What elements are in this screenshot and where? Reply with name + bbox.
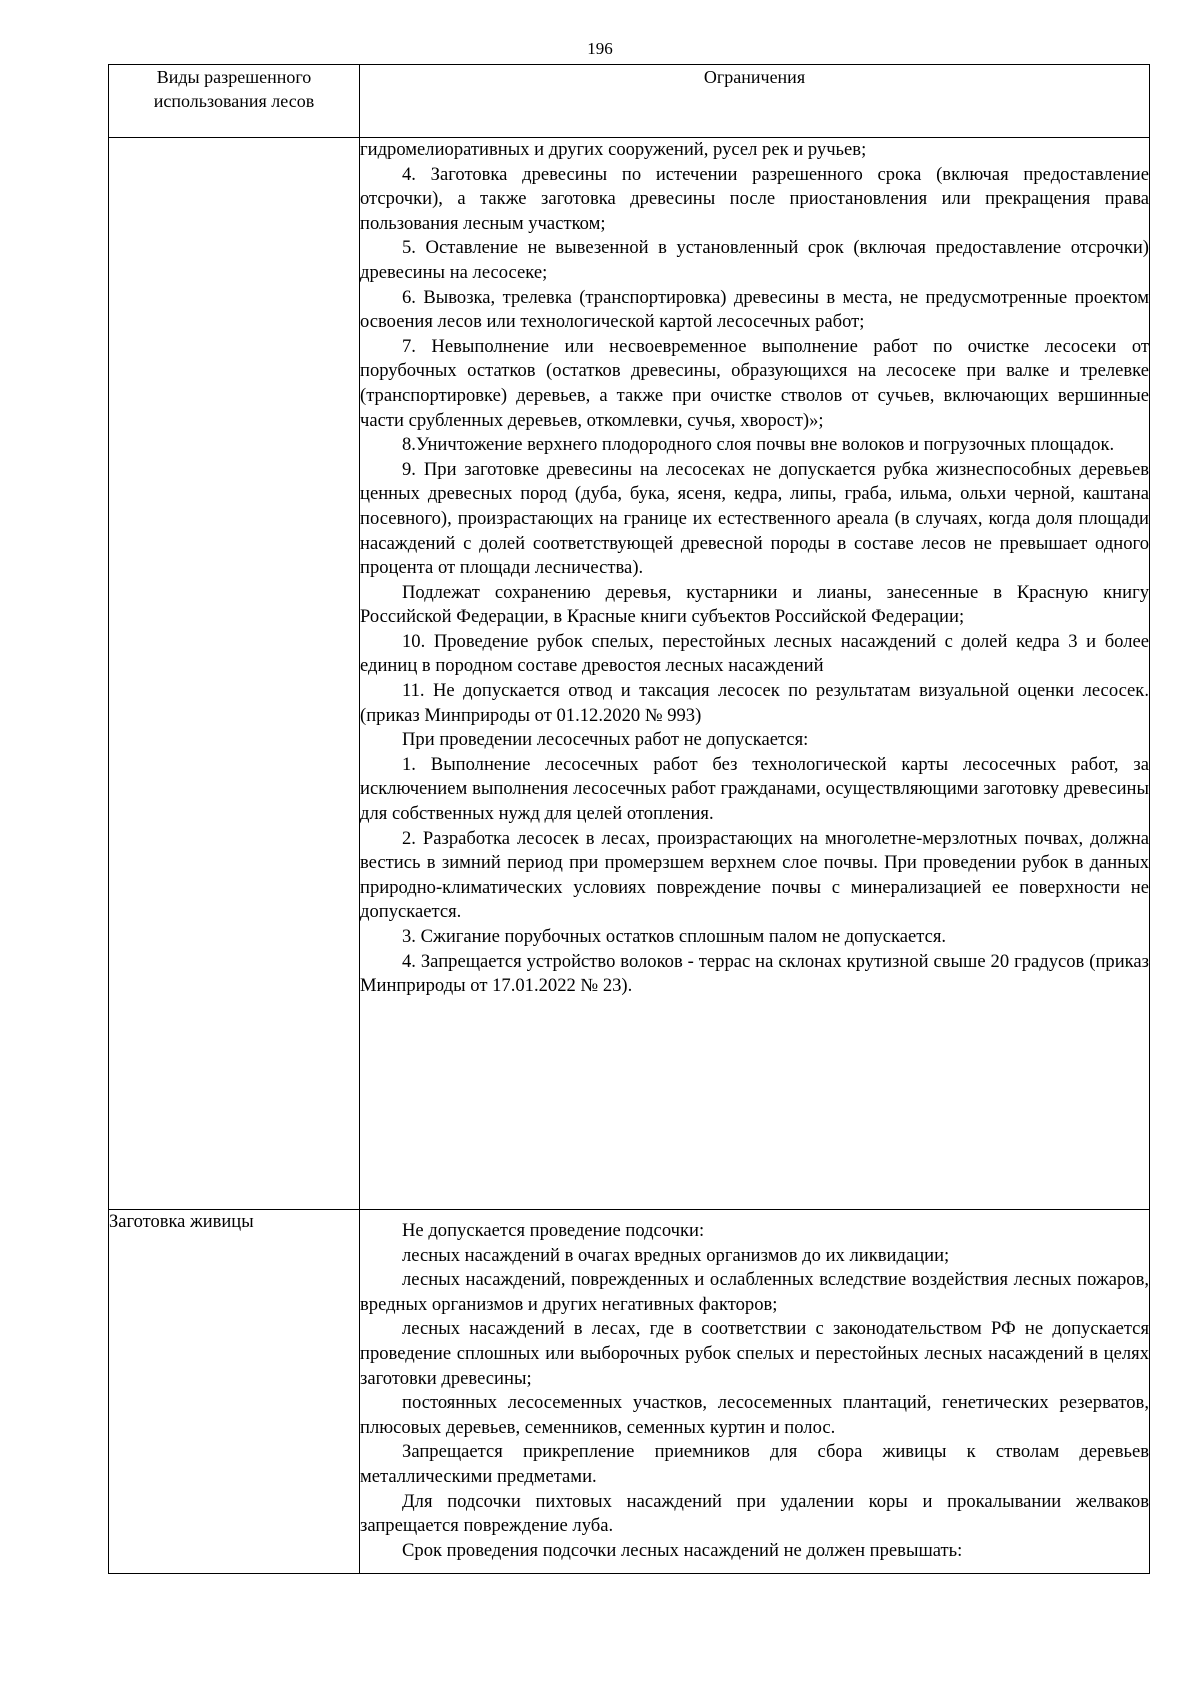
restriction-paragraph: 9. При заготовке древесины на лесосеках не допускается рубка жизнеспособных деревьев ценных древесных пород (дуба, бука, ясеня, кедра, липы, граба, ильма, ольхи черной, каштана посевного), произрастающих на границе их естественного ареала (в случаях, когда доля площади насаждений с долей соответствующей древесной породы в составе лесов не превышает одного процента от площади лесничества). [360, 458, 1149, 579]
kind-of-use-cell [109, 138, 360, 1210]
restriction-paragraph: 5. Оставление не вывезенной в установленный срок (включая предоставление отсрочки) древесины на лесосеке; [360, 237, 1149, 283]
restriction-paragraph: постоянных лесосеменных участков, лесосеменных плантаций, генетических резерватов, плюсовых деревьев, семенников, семенных куртин и полос. [360, 1392, 1149, 1438]
restriction-paragraph: 7. Невыполнение или несвоевременное выполнение работ по очистке лесосеки от порубочных остатков (остатков древесины, образующихся на лесосеке при валке и трелевке (транспортировке) деревьев, а также при очистке стволов от сучьев, включающих вершинные части срубленных деревьев, откомлевки, сучья, хворост)»; [360, 335, 1149, 431]
restriction-paragraph: лесных насаждений в лесах, где в соответствии с законодательством РФ не допускается проведение сплошных или выборочных рубок спелых и перестойных лесных насаждений в целях заготовки древесины; [360, 1318, 1149, 1389]
restriction-paragraph: 2. Разработка лесосек в лесах, произрастающих на многолетне-мерзлотных почвах, должна вестись в зимний период при промерзшем верхнем слое почвы. При проведении рубок в данных природно-климатических условиях повреждение почвы с минерализацией ее поверхности не допускается. [360, 827, 1149, 923]
restriction-paragraph: лесных насаждений, поврежденных и ослабленных вследствие воздействия лесных пожаров, вредных организмов и других негативных факторов; [360, 1269, 1149, 1315]
restriction-paragraph: Запрещается прикрепление приемников для сбора живицы к стволам деревьев металлическими предметами. [360, 1441, 1149, 1487]
header-restrictions: Ограничения [360, 65, 1150, 138]
restriction-paragraph: 4. Запрещается устройство волоков - террас на склонах крутизной свыше 20 градусов (приказ Минприроды от 17.01.2022 № 23). [360, 950, 1149, 997]
table-row [109, 138, 1150, 1210]
page-number: 196 [587, 39, 613, 58]
restriction-paragraph: При проведении лесосечных работ не допускается: [402, 729, 809, 751]
restriction-paragraph: 3. Сжигание порубочных остатков сплошным палом не допускается. [402, 926, 947, 947]
restriction-paragraph: 4. Заготовка древесины по истечении разрешенного срока (включая предоставление отсрочки), а также заготовка древесины после приостановления или прекращения права пользования лесным участком; [360, 163, 1149, 234]
restriction-paragraph: 1. Выполнение лесосечных работ без технологической карты лесосечных работ, за исключением выполнения лесосечных работ гражданами, осуществляющими заготовку древесины для собственных нужд для целей отопления. [360, 753, 1149, 825]
table-header-row [109, 65, 1150, 138]
restriction-paragraph: Для подсочки пихтовых насаждений при удалении коры и прокалывании желваков запрещается повреждение луба. [360, 1490, 1149, 1537]
restrictions-cell [360, 1210, 1150, 1574]
restriction-paragraph: лесных насаждений в очагах вредных организмов до их ликвидации; [402, 1244, 950, 1266]
restriction-paragraph: 8.Уничтожение верхнего плодородного слоя почвы вне волоков и погрузочных площадок. [402, 434, 1115, 456]
restriction-paragraph: 6. Вывозка, трелевка (транспортировка) древесины в места, не предусмотренные проектом освоения лесов или технологической картой лесосечных работ; [360, 286, 1149, 333]
restrictions-table [108, 64, 1150, 1574]
restriction-paragraph: Подлежат сохранению деревья, кустарники и лианы, занесенные в Красную книгу Российской Федерации, в Красные книги субъектов Российской Федерации; [360, 581, 1149, 628]
restriction-paragraph: Срок проведения подсочки лесных насаждений не должен превышать: [402, 1539, 963, 1561]
restriction-paragraph: 11. Не допускается отвод и таксация лесосек по результатам визуальной оценки лесосек. (приказ Минприроды от 01.12.2020 № 993) [360, 680, 1149, 726]
header-kinds-of-use: Виды разрешенного использования лесов [109, 65, 360, 138]
kind-of-use-cell: Заготовка живицы [109, 1210, 360, 1574]
restriction-paragraph: Не допускается проведение подсочки: [402, 1220, 705, 1241]
table-row [109, 1210, 1150, 1574]
restriction-paragraph: гидромелиоративных и других сооружений, русел рек и ручьев; [360, 139, 867, 160]
restrictions-cell [360, 138, 1150, 1210]
restriction-paragraph: 10. Проведение рубок спелых, перестойных лесных насаждений с долей кедра 3 и более единиц в породном составе древостоя лесных насаждений [360, 630, 1149, 677]
